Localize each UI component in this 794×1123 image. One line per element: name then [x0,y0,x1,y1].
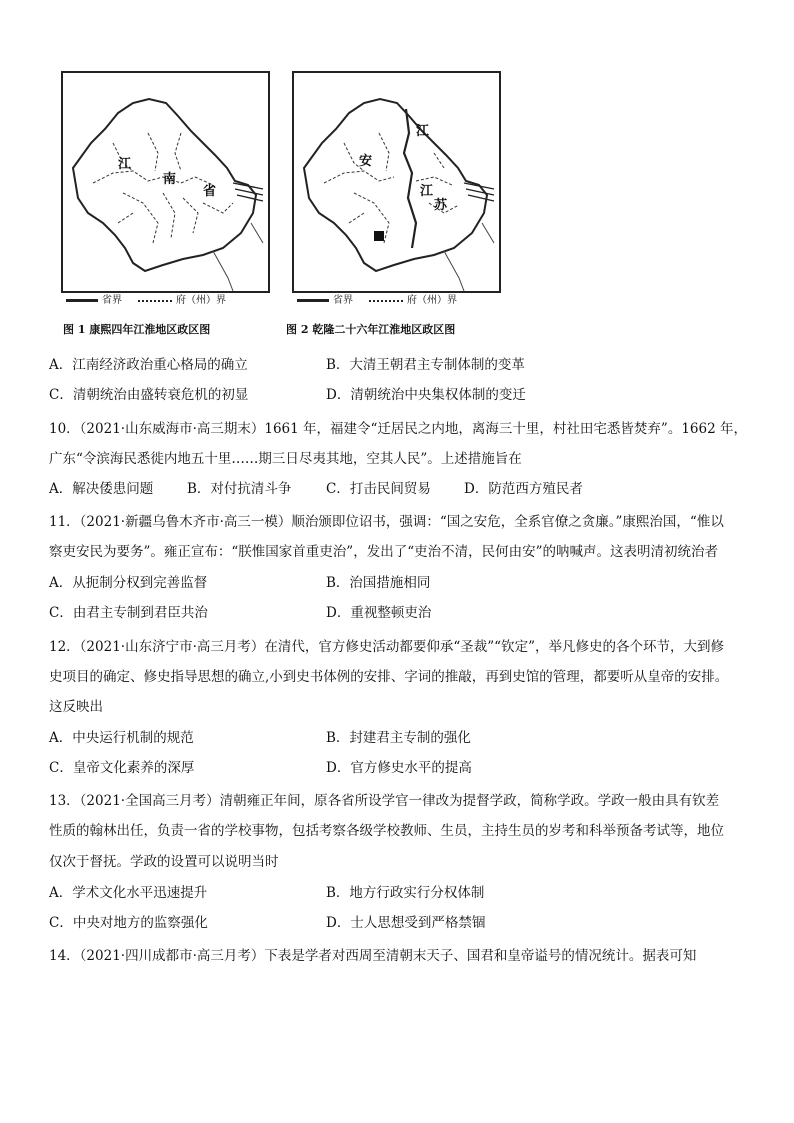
q13-stem-line3: 仅次于督抚。学政的设置可以说明当时 [49,854,279,870]
q11-stem-line1: 11．（2021·新疆乌鲁木齐市·高三一模）顺治颁即位诏书，强调：“国之安危，全系官僚之贪廉。”康熙治国，“惟以 [49,514,724,530]
legend-prefecture-label: 府（州）界 [407,295,457,306]
map-kangxi-legend [66,294,226,308]
q11-stem-line2: 察吏安民为要务”。雍正宣布：“朕惟国家首重吏治”，发出了“吏治不清，民何由安”的呐喊声。这表明清初统治者 [49,544,719,560]
prefecture-border-line-sample [369,300,403,302]
q12-option-c: C．皇帝文化素养的深厚 [49,760,195,776]
map-qianlong [292,71,501,293]
q11-option-b: B．治国措施相同 [326,575,431,591]
q9-option-b: B．大清王朝君主专制体制的变革 [326,357,525,373]
map-qianlong-caption: 图 2 乾隆二十六年江淮地区政区图 [286,323,456,336]
legend-province-label: 省界 [102,295,122,306]
q9-option-d: D．清朝统治中央集权体制的变迁 [326,387,526,403]
q13-option-a: A．学术文化水平迅速提升 [49,885,208,901]
q12-option-b: B．封建君主专制的强化 [326,730,471,746]
map-kangxi-label-sheng: 省 [203,184,217,199]
q13-option-c: C．中央对地方的监察强化 [49,915,208,931]
map-kangxi-caption: 图 1 康熙四年江淮地区政区图 [63,323,211,336]
q9-option-a: A．江南经济政治重心格局的确立 [49,357,248,373]
q12-option-a: A．中央运行机制的规范 [49,730,194,746]
legend-prefecture-label: 府（州）界 [176,295,226,306]
q12-stem-line2: 史项目的确定、修史指导思想的确立,小到史书体例的安排、字词的推敲，再到史馆的管理，都要听从皇帝的安排。 [49,669,729,685]
map-kangxi-label-jiang: 江 [118,157,132,172]
map-qianlong-label-jiang: 江 [420,184,434,199]
q10-option-d: D．防范西方殖民者 [464,481,583,497]
q12-stem-line3: 这反映出 [49,699,103,715]
q11-option-a: A．从扼制分权到完善监督 [49,575,208,591]
q12-stem-line1: 12．（2021·山东济宁市·高三月考）在清代，官方修史活动都要仰承“圣裁”“钦定”，举凡修史的各个环节，大到修 [49,639,724,655]
map-qianlong-capital-marker [374,231,384,241]
map-kangxi-drawing [63,73,268,291]
prefecture-border-line-sample [138,300,172,302]
q14-stem-line1: 14．（2021·四川成都市·高三月考）下表是学者对西周至清朝末天子、国君和皇帝谥号的情况统计。据表可知 [49,948,697,964]
q10-stem-line1: 10．（2021·山东威海市·高三期末）1661 年，福建令“迁居民之内地，离海三十里，村社田宅悉皆焚弃”。1662 年， [49,421,747,437]
province-border-line-sample [297,299,329,302]
map-kangxi [61,71,270,293]
province-border-line-sample [66,299,98,302]
q11-option-d: D．重视整顿吏治 [326,605,432,621]
legend-province-label: 省界 [333,295,353,306]
map-kangxi-label-nan: 南 [163,172,177,187]
q13-option-d: D．士人思想受到严格禁锢 [326,915,486,931]
map-qianlong-drawing [294,73,499,291]
q10-option-c: C．打击民间贸易 [326,481,431,497]
map-qianlong-label-jiang-top: 江 [416,124,430,139]
q13-stem-line2: 性质的翰林出任，负责一省的学校事物，包括考察各级学校教师、生员，主持生员的岁考和科举预备考试等，地位 [49,823,724,839]
q9-option-c: C．清朝统治由盛转衰危机的初显 [49,387,249,403]
map-qianlong-label-an: 安 [359,154,373,169]
map-qianlong-legend [297,294,457,308]
q13-option-b: B．地方行政实行分权体制 [326,885,485,901]
q12-option-d: D．官方修史水平的提高 [326,760,472,776]
q10-option-b: B．对付抗清斗争 [187,481,292,497]
q13-stem-line1: 13．（2021·全国高三月考）清朝雍正年间，原各省所设学官一律改为提督学政，简称学政。学政一般由具有钦差 [49,793,720,809]
q10-stem-line2: 广东“令滨海民悉徙内地五十里……期三日尽夷其地，空其人民”。上述措施旨在 [49,451,522,467]
q11-option-c: C．由君主专制到君臣共治 [49,605,208,621]
q10-option-a: A．解决倭患问题 [49,481,154,497]
map-qianlong-label-su: 苏 [434,198,448,213]
